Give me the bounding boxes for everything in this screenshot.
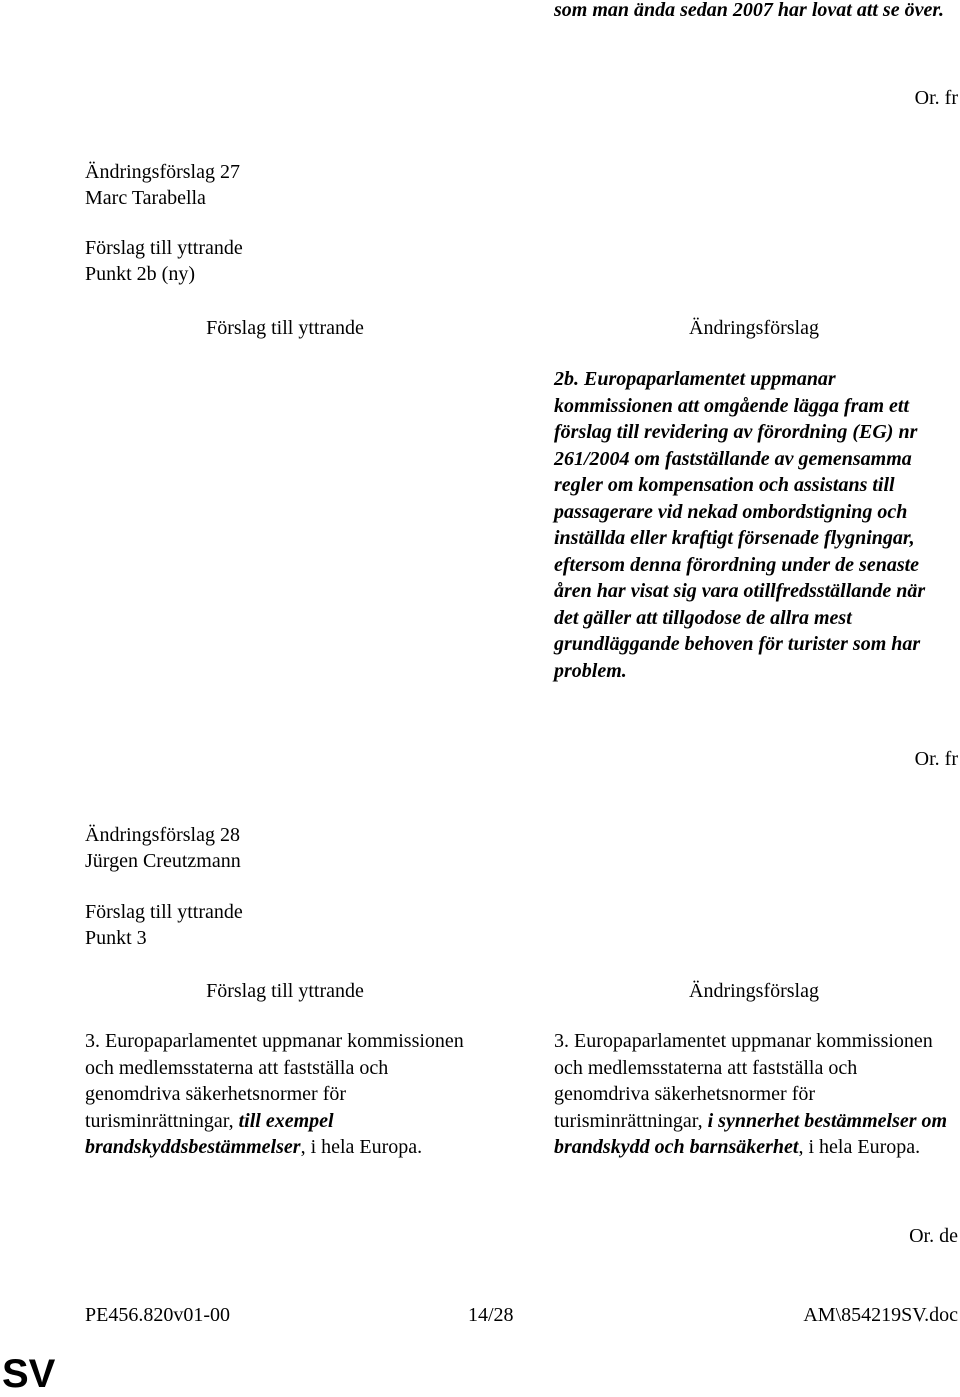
footer-page-number: 14/28 xyxy=(468,1304,514,1326)
footer-reference: PE456.820v01-00 xyxy=(85,1304,230,1326)
language-code: SV xyxy=(2,1352,56,1396)
amendment-author: Jürgen Creutzmann xyxy=(85,850,241,872)
continuation-text: som man ända sedan 2007 har lovat att se över. xyxy=(554,0,945,21)
amendment-point: Punkt 2b (ny) xyxy=(85,263,195,285)
amendment-text-left xyxy=(85,1028,485,1161)
amendment-text-right xyxy=(554,1028,954,1161)
text-plain: 3. Europaparlamentet uppmanar kommissionen och medlemsstaterna att fastställa och genomdriva säkerhetsnormer för turisminrättningar, xyxy=(85,1030,464,1132)
amendment-title: Ändringsförslag 28 xyxy=(85,824,240,846)
amendment-title: Ändringsförslag 27 xyxy=(85,161,240,183)
text-emphasis: i synnerhet bestämmelser om brandskydd och barnsäkerhet xyxy=(554,1109,948,1158)
amendment-document: Förslag till yttrande xyxy=(85,237,243,259)
text-emphasis: till exempel brandskyddsbestämmelser xyxy=(85,1109,334,1158)
original-language: Or. fr xyxy=(914,87,958,109)
column-header-right: Ändringsförslag xyxy=(689,317,819,339)
column-header-left: Förslag till yttrande xyxy=(206,317,364,339)
column-header-right: Ändringsförslag xyxy=(689,980,819,1002)
text-tail: , i hela Europa. xyxy=(300,1136,423,1158)
text-tail: , i hela Europa. xyxy=(798,1136,921,1158)
amendment-point: Punkt 3 xyxy=(85,927,147,949)
original-language: Or. de xyxy=(909,1225,958,1247)
text-plain: 3. Europaparlamentet uppmanar kommissionen och medlemsstaterna att fastställa och genomdriva säkerhetsnormer för turisminrättningar, xyxy=(554,1030,933,1132)
amendment-document: Förslag till yttrande xyxy=(85,901,243,923)
amendment-text-right: 2b. Europaparlamentet uppmanar kommissionen att omgående lägga fram ett förslag till revidering av förordning (EG) nr 261/2004 om fastställande av gemensamma regler om kompensation och assistans till passagerare vid nekad ombordstigning och inställda eller kraftigt försenade flygningar, eftersom denna förordning under de senaste åren har visat sig vara otillfredsställande när det gäller att tillgodose de allra mest grundläggande behoven för turister som har problem. xyxy=(554,368,926,682)
column-header-left: Förslag till yttrande xyxy=(206,980,364,1002)
original-language: Or. fr xyxy=(914,748,958,770)
footer-filename: AM\854219SV.doc xyxy=(803,1304,958,1326)
amendment-author: Marc Tarabella xyxy=(85,187,206,209)
